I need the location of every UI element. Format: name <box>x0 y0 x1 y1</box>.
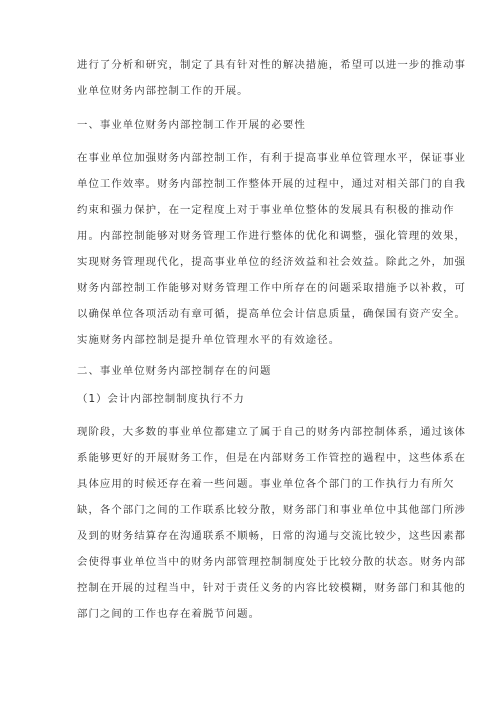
paragraph-line: 实施财务内部控制是提升单位管理水平的有效途径。 <box>77 334 341 346</box>
paragraph-line: 部门之间的工作也存在着脱节问题。 <box>77 608 261 620</box>
paragraph-line: 单位工作效率。财务内部控制工作整体开展的过程中，通过对相关部门的自我 <box>77 178 466 190</box>
paragraph-line: 用。内部控制能够对财务管理工作进行整体的优化和调整，强化管理的效果， <box>77 230 466 242</box>
paragraph-line: 财务内部控制工作能够对财务管理工作中所存在的问题采取措施予以补救，可 <box>77 282 466 294</box>
paragraph-line: 约束和强力保护，在一定程度上对于事业单位整体的发展具有积极的推动作 <box>77 204 455 216</box>
paragraph-line: 在事业单位加强财务内部控制工作，有利于提高事业单位管理水平，保证事业 <box>77 152 466 164</box>
paragraph-line: 业单位财务内部控制工作的开展。 <box>77 85 249 97</box>
section-heading: 一、事业单位财务内部控制工作开展的必要性 <box>77 119 306 131</box>
section-heading: 二、事业单位财务内部控制存在的问题 <box>77 365 272 377</box>
paragraph-line: 及到的财务结算存在沟通联系不顺畅，日常的沟通与交流比较少，这些因素都 <box>77 530 466 542</box>
paragraph-line: 以确保单位各项活动有章可循，提高单位会计信息质量，确保国有资产安全。 <box>77 308 466 320</box>
subsection-heading: （1）会计内部控制制度执行不力 <box>77 393 245 405</box>
paragraph-line: 具体应用的时候还存在着一些问题。事业单位各个部门的工作执行力有所欠 <box>77 478 455 490</box>
paragraph-line: 现阶段，大多数的事业单位都建立了属于自己的财务内部控制体系，通过该体 <box>77 426 466 438</box>
paragraph-line: 会使得事业单位当中的财务内部管理控制制度处于比较分散的状态。财务内部 <box>77 556 466 568</box>
paragraph-line: 缺，各个部门之间的工作联系比较分散，财务部门和事业单位中其他部门所涉 <box>77 504 466 516</box>
paragraph-line: 控制在开展的过程当中，针对于责任义务的内容比较模糊，财务部门和其他的 <box>77 582 466 594</box>
paragraph-line: 系能够更好的开展财务工作，但是在内部财务工作管控的過程中，这些体系在 <box>77 452 466 464</box>
paragraph-line: 进行了分析和研究，制定了具有针对性的解决措施，希望可以进一步的推动事 <box>77 59 466 71</box>
paragraph-line: 实现财务管理现代化，提高事业单位的经济效益和社会效益。除此之外，加强 <box>77 256 466 268</box>
